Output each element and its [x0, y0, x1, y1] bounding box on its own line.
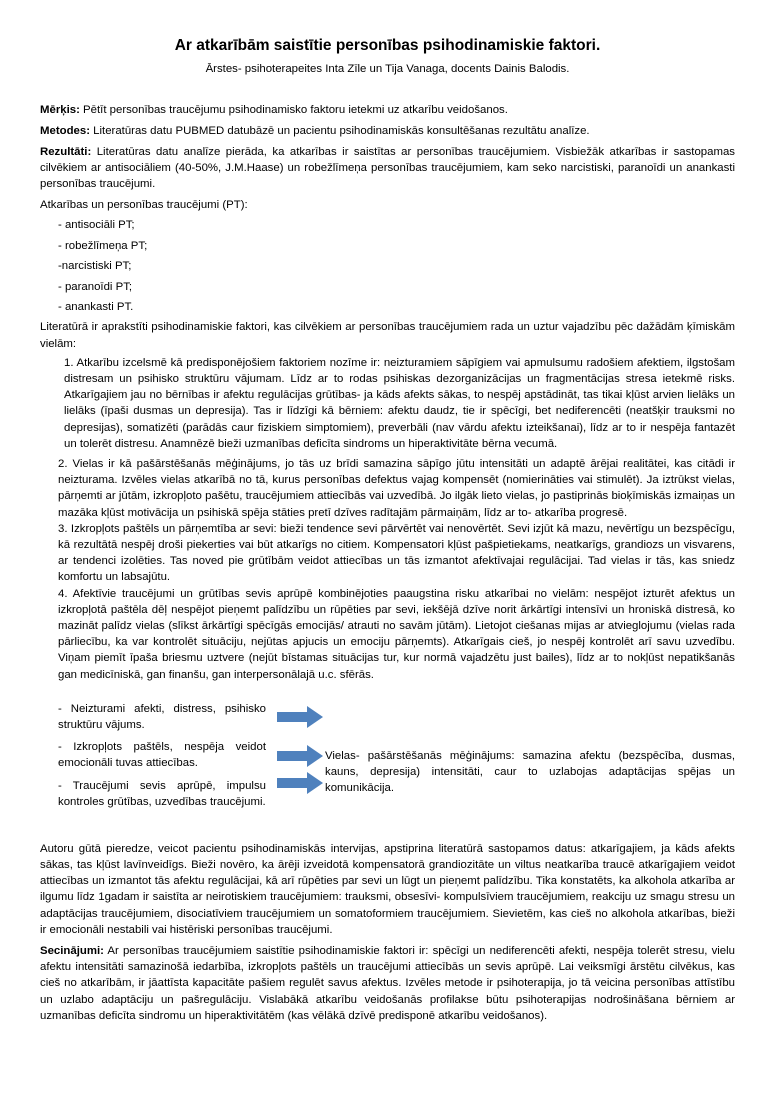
pt-intro: Atkarības un personības traucējumi (PT):	[40, 199, 248, 212]
secinajumi-text: Ar personības traucējumiem saistītie psihodinamiskie faktori ir: spēcīgi un nediferencēti afekti, nespēja tolerēt stresu, vielu afektu intensitāti samazinošā iedarbība, izkropļots paštēls un traucējumi attiecībās un sevis aprūpē. Lai veiksmīgi ārstētu cilvēkus, kas cieš no atkarībām, ir jāattīsta kapacitāte pašiem regulēt savus afektus. Izvēles metode ir psihoterapija, jo tā veicina personības attīstību un uzlabo adaptāciju un pašregulāciju. Vislabākā atkarību veidošanās profilakse būtu psihoterapijas nodrošināšana bērniem ar uzmanības deficīta sindromu un hiperaktivitātēm (kas vēlākā dzīvē predisponē atkarību veidošanos).	[40, 945, 735, 1022]
factors-intro: Literatūrā ir aprakstīti psihodinamiskie faktori, kas cilvēkiem ar personības traucējumiem rada un uztur vajadzību pēc dažādām ķīmiskām vielām:	[40, 321, 735, 350]
pt-list	[58, 217, 735, 315]
merkis-paragraph	[40, 102, 735, 118]
diagram-item-affects: - Neizturami afekti, distress, psihisko struktūru vājums.	[58, 702, 266, 732]
list-item: -narcistiski PT;	[58, 260, 132, 273]
rezultati-label: Rezultāti:	[40, 145, 92, 158]
experience-paragraph: Autoru gūtā pieredze, veicot pacientu psihodinamiskās intervijas, apstiprina literatūrā sastopamos datus: atkarīgajiem, ja kāds afekts sākas, tas kļūst lavīnveidīgs. Bieži novēro, ka ārēji izveidotā kompensatorā grandiozitāte un viltus neatkarība traucē atkarīgajiem veidot attiecības un izmantot tās afektu regulācijai, kā arī rūpēties par sevi un lūgt un pieņemt palīdzību. Tika konstatēts, ka alkohola atkarība ar ilgumu līdz 1gadam ir saistīta ar neirotiskiem traucējumiem: trauksmi, obsesīvi- kompulsīviem traucējumiem, reakciju uz smagu stresu un adaptācijas traucējumiem, disociatīviem traucējumiem un somatoformiem traucējumiem. Sievietēm, kas cieš no alkohola atkarības, bieži ir emocionāli nestabili vai histēriski personības traucējumi.	[40, 842, 735, 936]
diagram-item-self-image: - Izkropļots paštēls, nespēja veidot emocionāli tuvas attiecības.	[58, 740, 266, 770]
merkis-label: Mērķis:	[40, 104, 80, 117]
factor-2: 2. Vielas ir kā pašārstēšanās mēģinājums, jo tās uz brīdi samazina sāpīgo jūtu intensitāti un adaptē ārējai realitātei, kas citādi ir neizturama. Izvēles vielas atkarībā no tā, kurus personības defektus vajag kompensēt (nomierināties vai stimulēt). Ja iztrūkst vielas, pārņemti ar jūtām, izkropļoto pašētu, traucējumiem attiecībās vai uzvedībā. Jo ilgāk lieto vielas, jo pastiprinās bioķīmiskās izmaiņas un mazāka kļūst motivācija un psihiskā spēja stāties pretī dzīves radītajām pārmaiņām, līdz ar to- atkarība progresē.	[58, 458, 735, 519]
list-item: - anankasti PT.	[58, 300, 134, 313]
list-item: - antisociāli PT;	[58, 219, 135, 232]
list-item: - robežlīmeņa PT;	[58, 239, 148, 252]
factor-1: 1. Atkarību izcelsmē kā predisponējošiem faktoriem nozīme ir: neizturamiem sāpīgiem vai apmulsumu radošiem afektiem, ilgstošam distresam un psihisko struktūru vājumam. Līdz ar to rodas psihiskas dezorganizācijas un fragmentācijas stresa ietekmē risks. Atkarīgajiem jau no bērnības ir afektu regulācijas grūtības- ja kāds afekts sākas, to nespēj apstādināt, tas tikai kļūst arvien lielāks un lielāks (īpaši dusmas un depresija). Tas ir līdzīgi kā bērniem: afektu daudz, tie ir spēcīgi, bet nediferencēti (neatšķir trauksmi no depresijas), somatizēti (parādās caur fiziskiem simptomiem), preverbāli (nav vārdu afektu izteikšanai), līdz ar to ir nespēja fantazēt un tolerēt distresu. Anamnēzē bieži uzmanības deficīta sindroms un hiperaktivitāte bērna vecumā.	[64, 356, 735, 450]
rezultati-paragraph	[40, 144, 735, 193]
document-title: Ar atkarībām saistītie personības psihodinamiskie faktori.	[174, 37, 601, 54]
authors-line: Ārstes- psihoterapeites Inta Zīle un Tija Vanaga, docents Dainis Balodis.	[205, 63, 570, 75]
right-arrow-icon	[277, 706, 323, 728]
secinajumi-label: Secinājumi:	[40, 945, 104, 958]
metodes-paragraph	[40, 123, 735, 139]
list-item: - paranoīdi PT;	[58, 280, 133, 293]
right-arrow-icon	[277, 745, 323, 767]
rezultati-text: Literatūras datu analīze pierāda, ka atkarības ir saistītas ar personības traucējumiem. Visbiežāk atkarības ir sastopamas cilvēkiem ar antisociāliem (40-50%, J.M.Haase) un robežlīmeņa personības traucējumiem, kam seko narcistiski, paranoīdi un anankasti personības traucējumi.	[40, 145, 735, 191]
right-arrow-icon	[277, 772, 323, 794]
factor-3: 3. Izkropļots paštēls un pārņemtība ar sevi: bieži tendence sevi pārvērtēt vai nenovērtēt. Sevi izjūt kā mazu, nevērtīgu un bezspēcīgu, kā rezultātā nespēj droši piekerties vai būt atkarīgs no citiem. Kompensatori kļūst pašpietiekams, neatkarīgs, grandiozs un visvarens, ar tendenci izolēties. Tas noved pie grūtībām veidot attiecības un tās izmantot afektīvajai regulācijai. Tad vielas ir tās, kas sniedz komfortu un labsajūtu.	[58, 522, 735, 584]
factors-diagram	[40, 701, 735, 831]
diagram-result: Vielas- pašārstēšanās mēģinājums: samazina afektu (bezspēcība, dusmas, kauns, depresija) intensitāti, caur to uzlabojas adaptācijas spējas un komunikācija.	[325, 749, 735, 795]
factor-4: 4. Afektīvie traucējumi un grūtības sevis aprūpē kombinējoties paaugstina risku atkarībai no vielām: nespējot izturēt afektus un izkropļotā paštēla dēļ nespējot pieņemt palīdzību un rūpēties par sevi, iekšējā dzīve norit ārkārtīgi intensīvi un hroniskā distresā, ko mazināt palīdz vielas (slīkst ārkārtīgi spēcīgās emocijās/ atrauti no savām jūtām). Lietojot ciešanas mijas ar atvieglojumu (vielas rada pārliecību, ka var kontrolēt situāciju, nejūtas apjucis un emociju pārņemts). Atkarīgais cieš, jo nespēj kontrolēt arī savu uzvedību. Viņam piemīt īpaša briesmu uztvere (nejūt bīstamas situācijas tur, kur normā vajadzētu just bailes), līdz ar to nokļūst nepatikšanās gan medicīniskā, gan finanšu, gan interpersonālajā u.c. sfērās.	[58, 587, 735, 681]
document-page	[40, 36, 735, 1024]
metodes-text: Literatūras datu PUBMED datubāzē un pacientu psihodinamiskās konsultēšanas rezultātu analīze.	[90, 125, 590, 138]
secinajumi-paragraph	[40, 943, 735, 1024]
metodes-label: Metodes:	[40, 125, 90, 138]
diagram-item-self-care: - Traucējumi sevis aprūpē, impulsu kontroles grūtības, uzvedības traucējumi.	[58, 779, 266, 809]
merkis-text: Pētīt personības traucējumu psihodinamisko faktoru ietekmi uz atkarību veidošanos.	[79, 104, 508, 117]
